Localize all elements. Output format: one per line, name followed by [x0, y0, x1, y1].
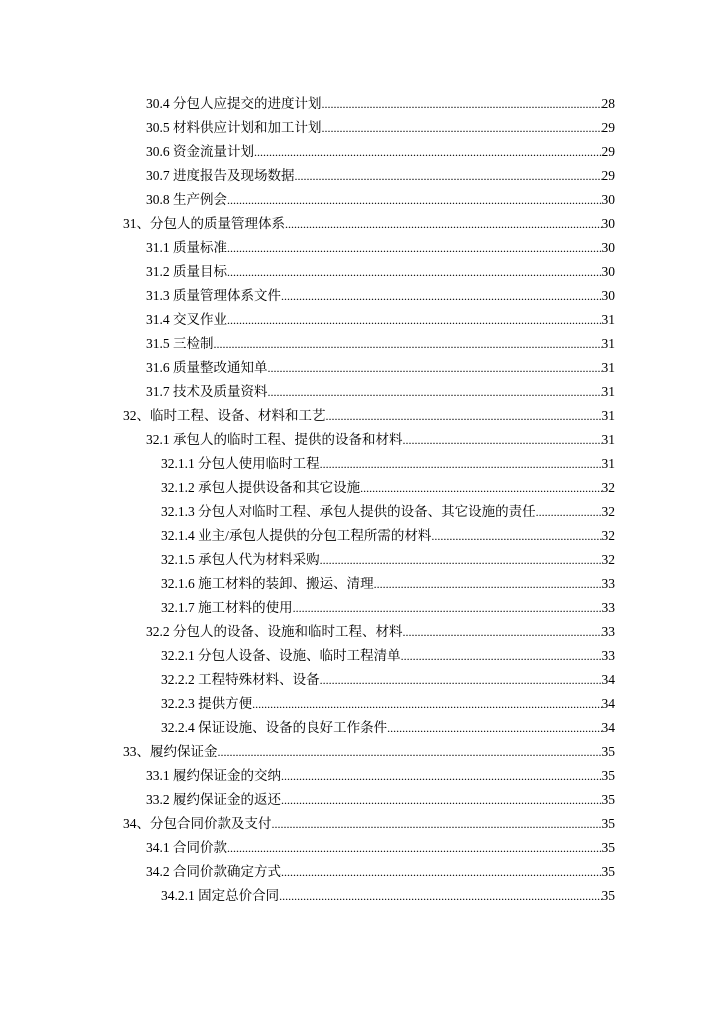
- toc-dot-leader: [218, 740, 602, 764]
- toc-page-number: 28: [601, 96, 615, 111]
- toc-page-number: 34: [601, 696, 615, 711]
- toc-dot-leader: [285, 212, 602, 236]
- toc-entry[interactable]: [0, 716, 724, 740]
- toc-entry[interactable]: [0, 788, 724, 812]
- toc-dot-leader: [326, 404, 602, 428]
- toc-page-number: 31: [601, 456, 615, 471]
- toc-page-number: 32: [601, 528, 615, 543]
- toc-entry-title[interactable]: 32.1.7 施工材料的使用: [161, 600, 293, 615]
- toc-dot-leader: [279, 884, 601, 908]
- toc-entry[interactable]: [0, 740, 724, 764]
- toc-dot-leader: [281, 284, 602, 308]
- toc-entry-title[interactable]: 32.1.6 施工材料的装卸、搬运、清理: [161, 576, 374, 591]
- toc-entry-title[interactable]: 32.1.1 分包人使用临时工程: [161, 456, 320, 471]
- toc-entry[interactable]: [0, 500, 724, 524]
- toc-dot-leader: [227, 836, 602, 860]
- toc-page-number: 33: [601, 576, 615, 591]
- toc-entry-title[interactable]: 31.3 质量管理体系文件: [146, 288, 281, 303]
- toc-entry-title[interactable]: 32.2.3 提供方便: [161, 696, 253, 711]
- toc-entry[interactable]: [0, 644, 724, 668]
- toc-entry[interactable]: [0, 836, 724, 860]
- toc-page-number: 35: [601, 840, 615, 855]
- toc-entry-title[interactable]: 32.1 承包人的临时工程、提供的设备和材料: [146, 432, 403, 447]
- toc-page-number: 35: [601, 888, 615, 903]
- toc-entry[interactable]: [0, 404, 724, 428]
- toc-page-number: 35: [601, 792, 615, 807]
- toc-page-number: 31: [601, 408, 615, 423]
- toc-page-number: 33: [601, 648, 615, 663]
- toc-entry[interactable]: [0, 260, 724, 284]
- toc-entry[interactable]: [0, 668, 724, 692]
- toc-page-number: 34: [601, 672, 615, 687]
- toc-entry-title[interactable]: 34.2 合同价款确定方式: [146, 864, 281, 879]
- toc-dot-leader: [227, 260, 602, 284]
- toc-page-number: 32: [601, 504, 615, 519]
- toc-page-number: 34: [601, 720, 615, 735]
- toc-page-number: 30: [601, 264, 615, 279]
- toc-dot-leader: [295, 164, 602, 188]
- toc-dot-leader: [268, 380, 602, 404]
- toc-dot-leader: [374, 572, 602, 596]
- toc-entry-title[interactable]: 34.1 合同价款: [146, 840, 227, 855]
- toc-entry[interactable]: [0, 620, 724, 644]
- toc-entry[interactable]: [0, 428, 724, 452]
- toc-entry-title[interactable]: 30.5 材料供应计划和加工计划: [146, 120, 322, 135]
- toc-entry[interactable]: [0, 188, 724, 212]
- toc-entry[interactable]: [0, 548, 724, 572]
- toc-entry[interactable]: [0, 116, 724, 140]
- toc-dot-leader: [320, 548, 602, 572]
- toc-page-number: 35: [601, 744, 615, 759]
- toc-entry-title[interactable]: 32.1.2 承包人提供设备和其它设施: [161, 480, 361, 495]
- toc-dot-leader: [401, 644, 602, 668]
- toc-entry-title[interactable]: 32.2.2 工程特殊材料、设备: [161, 672, 320, 687]
- toc-entry[interactable]: [0, 812, 724, 836]
- toc-page-number: 31: [601, 432, 615, 447]
- toc-page-number: 29: [601, 168, 615, 183]
- toc-entry-title[interactable]: 34.2.1 固定总价合同: [161, 888, 280, 903]
- toc-dot-leader: [322, 116, 602, 140]
- toc-entry-title[interactable]: 32.2 分包人的设备、设施和临时工程、材料: [146, 624, 403, 639]
- toc-entry[interactable]: [0, 140, 724, 164]
- toc-entry-title[interactable]: 32.1.4 业主/承包人提供的分包工程所需的材料: [161, 528, 432, 543]
- toc-dot-leader: [322, 92, 602, 116]
- toc-page-number: 30: [601, 240, 615, 255]
- toc-page-number: 35: [601, 864, 615, 879]
- toc-entry-title[interactable]: 31.5 三检制: [146, 336, 214, 351]
- toc-page-number: 31: [601, 360, 615, 375]
- toc-entry-title[interactable]: 33.2 履约保证金的返还: [146, 792, 281, 807]
- toc-entry[interactable]: [0, 476, 724, 500]
- toc-dot-leader: [227, 308, 602, 332]
- toc-dot-leader: [403, 428, 602, 452]
- toc-entry[interactable]: [0, 692, 724, 716]
- toc-dot-leader: [431, 524, 601, 548]
- toc-entry-title[interactable]: 31.1 质量标准: [146, 240, 227, 255]
- toc-entry-title[interactable]: 31、分包人的质量管理体系: [123, 216, 285, 231]
- toc-entry-title[interactable]: 30.6 资金流量计划: [146, 144, 254, 159]
- toc-entry-title[interactable]: 32.2.4 保证设施、设备的良好工作条件: [161, 720, 388, 735]
- toc-entry[interactable]: [0, 524, 724, 548]
- toc-page-number: 31: [601, 336, 615, 351]
- toc-dot-leader: [281, 764, 602, 788]
- toc-dot-leader: [272, 812, 602, 836]
- toc-entry[interactable]: [0, 164, 724, 188]
- toc-page-number: 30: [601, 192, 615, 207]
- toc-dot-leader: [281, 788, 602, 812]
- toc-dot-leader: [536, 500, 602, 524]
- toc-dot-leader: [252, 692, 601, 716]
- toc-entry-title[interactable]: 30.4 分包人应提交的进度计划: [146, 96, 322, 111]
- table-of-contents: [0, 92, 724, 908]
- toc-entry[interactable]: [0, 284, 724, 308]
- toc-entry[interactable]: [0, 332, 724, 356]
- toc-dot-leader: [227, 236, 602, 260]
- toc-entry-title[interactable]: 32.1.5 承包人代为材料采购: [161, 552, 320, 567]
- toc-dot-leader: [281, 860, 602, 884]
- toc-page-number: 33: [601, 624, 615, 639]
- toc-entry[interactable]: [0, 884, 724, 908]
- toc-page-number: 31: [601, 312, 615, 327]
- toc-entry[interactable]: [0, 452, 724, 476]
- toc-page-number: 30: [601, 288, 615, 303]
- toc-entry[interactable]: [0, 596, 724, 620]
- toc-entry-title[interactable]: 32.2.1 分包人设备、设施、临时工程清单: [161, 648, 401, 663]
- toc-entry[interactable]: [0, 572, 724, 596]
- toc-dot-leader: [387, 716, 601, 740]
- toc-page-number: 35: [601, 768, 615, 783]
- toc-dot-leader: [214, 332, 602, 356]
- toc-entry[interactable]: [0, 764, 724, 788]
- toc-entry-title[interactable]: 31.2 质量目标: [146, 264, 227, 279]
- toc-dot-leader: [320, 668, 602, 692]
- toc-dot-leader: [293, 596, 602, 620]
- toc-page-number: 29: [601, 120, 615, 135]
- toc-page-number: 32: [601, 552, 615, 567]
- toc-entry[interactable]: [0, 380, 724, 404]
- toc-page-number: 30: [601, 216, 615, 231]
- toc-entry-title[interactable]: 34、分包合同价款及支付: [123, 816, 272, 831]
- toc-page-number: 31: [601, 384, 615, 399]
- toc-dot-leader: [227, 188, 602, 212]
- toc-entry-title[interactable]: 32、临时工程、设备、材料和工艺: [123, 408, 326, 423]
- toc-dot-leader: [268, 356, 602, 380]
- toc-entry-title[interactable]: 32.1.3 分包人对临时工程、承包人提供的设备、其它设施的责任: [161, 504, 536, 519]
- toc-entry[interactable]: [0, 356, 724, 380]
- toc-dot-leader: [360, 476, 601, 500]
- toc-entry-title[interactable]: 33.1 履约保证金的交纳: [146, 768, 281, 783]
- toc-dot-leader: [320, 452, 602, 476]
- toc-entry-title[interactable]: 30.7 进度报告及现场数据: [146, 168, 295, 183]
- toc-entry-title[interactable]: 31.4 交叉作业: [146, 312, 227, 327]
- toc-entry[interactable]: [0, 860, 724, 884]
- toc-entry-title[interactable]: 31.6 质量整改通知单: [146, 360, 268, 375]
- toc-page-number: 33: [601, 600, 615, 615]
- toc-entry-title[interactable]: 33、履约保证金: [123, 744, 218, 759]
- toc-page-number: 32: [601, 480, 615, 495]
- toc-page-number: 29: [601, 144, 615, 159]
- toc-page-number: 35: [601, 816, 615, 831]
- toc-entry[interactable]: [0, 236, 724, 260]
- toc-entry[interactable]: [0, 92, 724, 116]
- toc-entry[interactable]: [0, 212, 724, 236]
- toc-dot-leader: [254, 140, 602, 164]
- toc-entry-title[interactable]: 31.7 技术及质量资料: [146, 384, 268, 399]
- toc-entry[interactable]: [0, 308, 724, 332]
- toc-dot-leader: [403, 620, 602, 644]
- toc-entry-title[interactable]: 30.8 生产例会: [146, 192, 227, 207]
